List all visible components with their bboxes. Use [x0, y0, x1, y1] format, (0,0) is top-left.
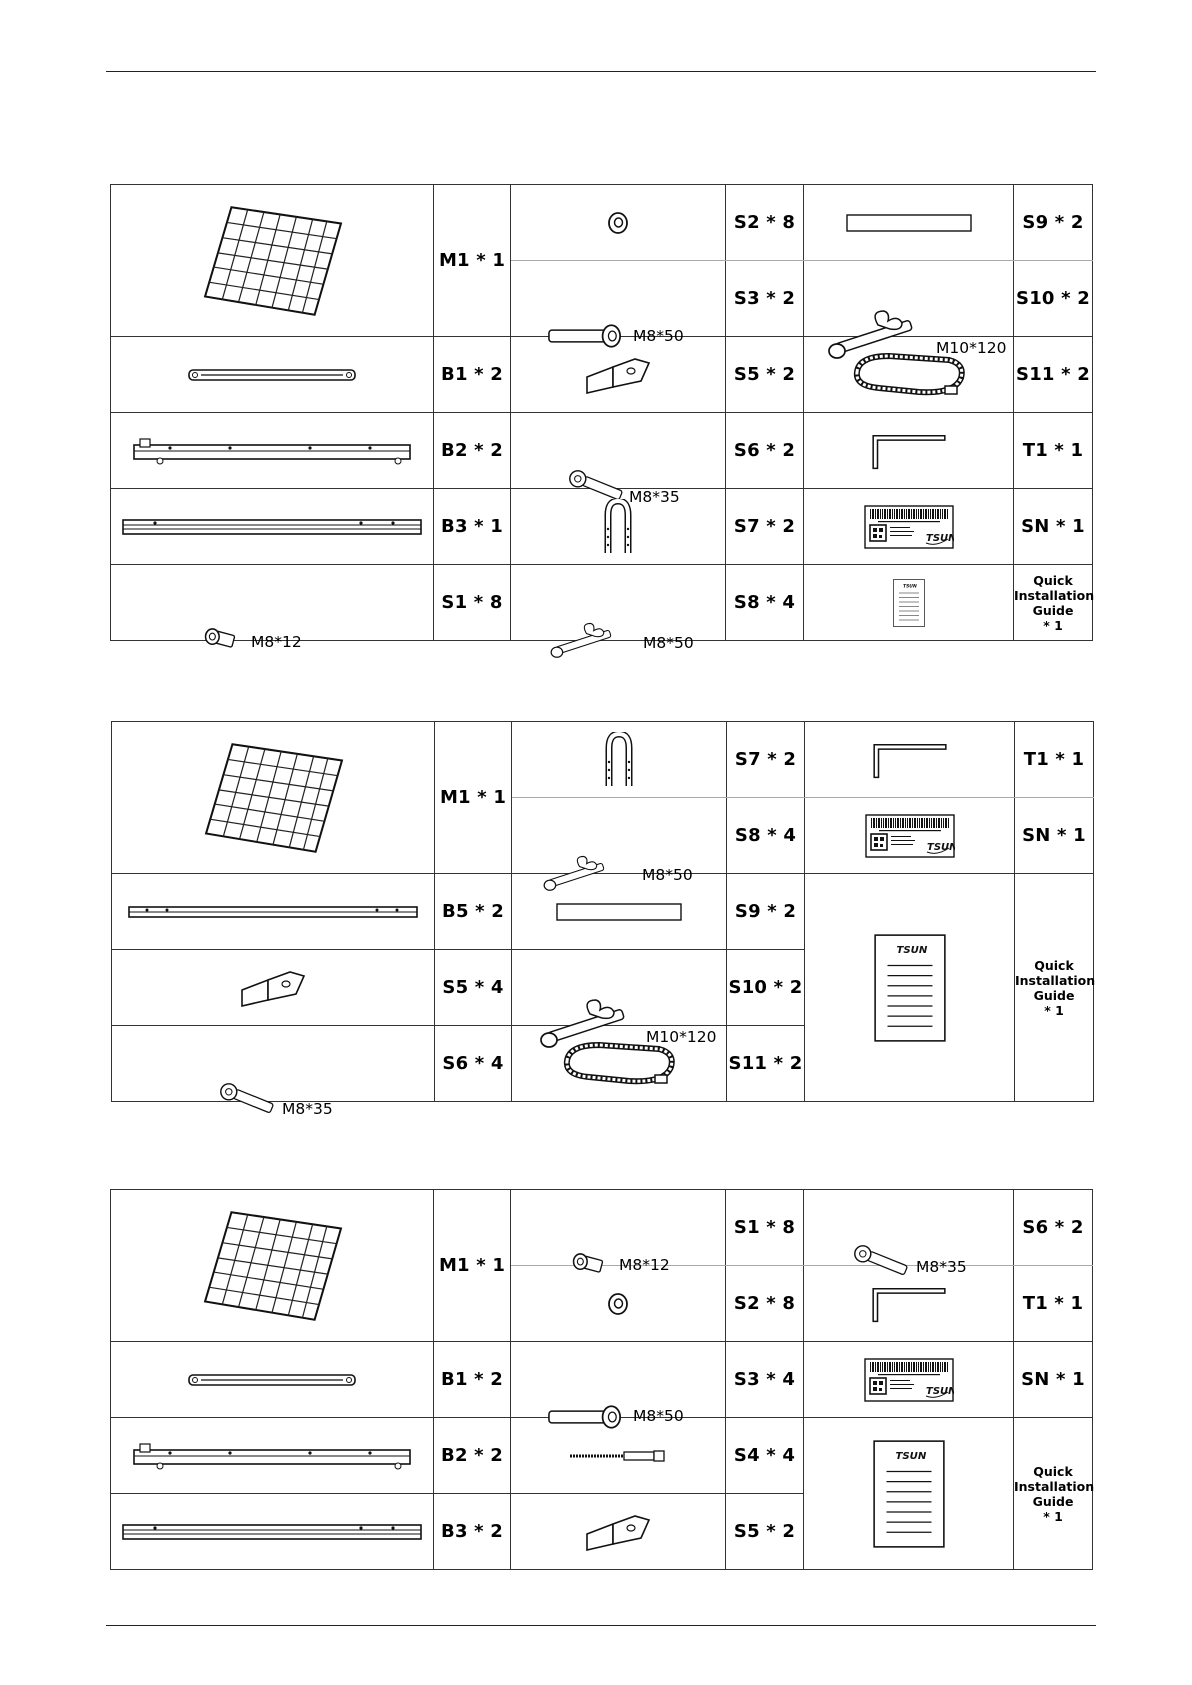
- wing-bolt-cell: [804, 261, 1014, 357]
- part-label: T1 * 1: [1015, 722, 1094, 798]
- part-label: SN * 1: [1015, 798, 1094, 874]
- clamp-icon: [583, 1512, 653, 1552]
- clamp-cell: [511, 337, 726, 413]
- sn-label-cell: [804, 1342, 1014, 1418]
- hex-key-icon: [871, 1284, 947, 1324]
- clamp-icon: [238, 968, 308, 1008]
- mid-bolt-cell: [804, 1190, 1014, 1276]
- part-label: B1 * 2: [434, 1342, 511, 1418]
- part-label: S3 * 4: [726, 1342, 804, 1418]
- part-label: S6 * 2: [1014, 1190, 1093, 1266]
- part-label: S2 * 8: [726, 185, 804, 261]
- dimension-label: M8*50: [642, 865, 693, 884]
- anchor-cell: [511, 1418, 726, 1494]
- dimension-label: M10*120: [936, 338, 1007, 357]
- rail-icon: [127, 903, 419, 921]
- wing-bolt-cell: [512, 950, 727, 1046]
- dimension-label: M8*12: [251, 632, 302, 651]
- part-label: B2 * 2: [434, 1418, 511, 1494]
- part-label: S5 * 2: [726, 1494, 804, 1570]
- sn-label-cell: [805, 798, 1015, 874]
- parts-table-1: [110, 184, 1095, 652]
- rail-icon: [187, 1371, 357, 1389]
- mid-bolt-cell: [511, 413, 726, 506]
- rail-cell: [112, 874, 435, 950]
- sn-label-cell: [804, 489, 1014, 565]
- hanger-bolt-icon: [604, 732, 634, 788]
- part-label: M1 * 1: [434, 1190, 511, 1342]
- hanger-bolt-icon: [603, 499, 633, 555]
- strap-icon: [559, 1039, 679, 1089]
- rubber-strip-icon: [556, 903, 682, 921]
- rail-cell: [111, 413, 434, 489]
- washer-icon: [606, 1292, 630, 1316]
- part-label: S6 * 2: [726, 413, 804, 489]
- part-label: S1 * 8: [726, 1190, 804, 1266]
- dimension-label: M8*35: [282, 1099, 333, 1118]
- mid-bolt-cell: [112, 1026, 435, 1118]
- part-label: S1 * 8: [434, 565, 511, 641]
- guide-booklet-icon: [874, 934, 946, 1042]
- part-label: B3 * 1: [434, 489, 511, 565]
- sn-label-icon: [864, 1358, 954, 1402]
- wing-bolt-cell: [511, 565, 726, 652]
- part-label: S5 * 4: [435, 950, 512, 1026]
- guide-booklet-icon: [873, 1436, 945, 1552]
- hex-key-icon: [871, 431, 947, 471]
- sn-label-icon: [865, 814, 955, 858]
- part-label: B1 * 2: [434, 337, 511, 413]
- part-label: SN * 1: [1014, 1342, 1093, 1418]
- dimension-label: M10*120: [646, 1027, 717, 1046]
- bolt-icon: [203, 627, 237, 653]
- washer-cell: [511, 185, 726, 261]
- part-label: S7 * 2: [726, 489, 804, 565]
- part-label: M1 * 1: [435, 722, 512, 874]
- hex-key-cell: [804, 1266, 1014, 1342]
- rail-icon: [130, 435, 414, 467]
- washer-cell: [511, 1266, 726, 1342]
- dimension-label: M8*12: [619, 1255, 670, 1274]
- bolt-icon: [216, 1082, 280, 1116]
- rail-cell: [111, 489, 434, 565]
- clamp-cell: [511, 1494, 726, 1570]
- part-label: S10 * 2: [727, 950, 805, 1026]
- long-bolt-cell: [511, 1342, 726, 1425]
- quick-installation-guide-label: Quick Installation Guide * 1: [1014, 1418, 1093, 1570]
- part-label: S9 * 2: [727, 874, 805, 950]
- washer-icon: [606, 211, 630, 235]
- wing-bolt-cell: [512, 798, 727, 884]
- dimension-label: M8*50: [633, 326, 684, 345]
- rail-cell: [111, 1418, 434, 1494]
- rail-icon: [187, 366, 357, 384]
- clamp-icon: [583, 355, 653, 395]
- part-label: S8 * 4: [726, 565, 804, 641]
- guide-cell: [804, 1418, 1014, 1570]
- parts-table-3: [110, 1189, 1093, 1570]
- part-label: S11 * 2: [727, 1026, 805, 1102]
- part-label: B2 * 2: [434, 413, 511, 489]
- rail-cell: [111, 337, 434, 413]
- guide-cell: [804, 565, 1014, 641]
- hex-key-cell: [805, 722, 1015, 798]
- long-bolt-cell: [511, 261, 726, 345]
- dimension-label: M8*35: [916, 1257, 967, 1276]
- short-bolt-cell: [111, 565, 434, 651]
- anchor-bolt-icon: [568, 1450, 668, 1462]
- solar-panel-cell: [111, 1190, 434, 1342]
- part-label: S6 * 4: [435, 1026, 512, 1102]
- solar-panel-cell: [111, 185, 434, 337]
- part-label: S4 * 4: [726, 1418, 804, 1494]
- part-label: M1 * 1: [434, 185, 511, 337]
- strap-cell: [512, 1026, 727, 1102]
- part-label: S10 * 2: [1014, 261, 1093, 337]
- quick-installation-guide-label: Quick Installation Guide * 1: [1014, 565, 1093, 641]
- part-label: B3 * 2: [434, 1494, 511, 1570]
- part-label: T1 * 1: [1014, 413, 1093, 489]
- quick-installation-guide-label: Quick Installation Guide * 1: [1015, 874, 1094, 1102]
- part-label: S9 * 2: [1014, 185, 1093, 261]
- sn-label-icon: [864, 505, 954, 549]
- part-label: S5 * 2: [726, 337, 804, 413]
- rail-cell: [111, 1342, 434, 1418]
- solar-panel-cell: [112, 722, 435, 874]
- hex-key-cell: [804, 413, 1014, 489]
- rubber-strip-icon: [846, 214, 972, 232]
- strap-icon: [849, 350, 969, 400]
- dimension-label: M8*50: [633, 1406, 684, 1425]
- strap-cell: [804, 337, 1014, 413]
- part-label: T1 * 1: [1014, 1266, 1093, 1342]
- part-label: SN * 1: [1014, 489, 1093, 565]
- part-label: S2 * 8: [726, 1266, 804, 1342]
- rail-icon: [121, 1521, 423, 1543]
- part-label: S3 * 2: [726, 261, 804, 337]
- guide-booklet-icon: [892, 579, 926, 627]
- hanger-cell: [512, 722, 727, 798]
- solar-panel-icon: [201, 205, 343, 317]
- strip-cell: [512, 874, 727, 950]
- clamp-cell: [112, 950, 435, 1026]
- strip-cell: [804, 185, 1014, 261]
- short-bolt-cell: [511, 1190, 726, 1274]
- part-label: S7 * 2: [727, 722, 805, 798]
- part-label: S8 * 4: [727, 798, 805, 874]
- solar-panel-icon: [201, 1210, 343, 1322]
- rail-icon: [121, 516, 423, 538]
- guide-cell: [805, 874, 1015, 1102]
- hex-key-icon: [872, 740, 948, 780]
- dimension-label: M8*35: [629, 487, 680, 506]
- rail-icon: [130, 1440, 414, 1472]
- part-label: S11 * 2: [1014, 337, 1093, 413]
- rail-cell: [111, 1494, 434, 1570]
- solar-panel-icon: [202, 742, 344, 854]
- parts-table-2: [111, 721, 1096, 1118]
- header-rule: [106, 71, 1096, 72]
- part-label: B5 * 2: [435, 874, 512, 950]
- footer-rule: [106, 1625, 1096, 1626]
- dimension-label: M8*50: [643, 633, 694, 652]
- wing-bolt-icon: [549, 617, 621, 663]
- hanger-cell: [511, 489, 726, 565]
